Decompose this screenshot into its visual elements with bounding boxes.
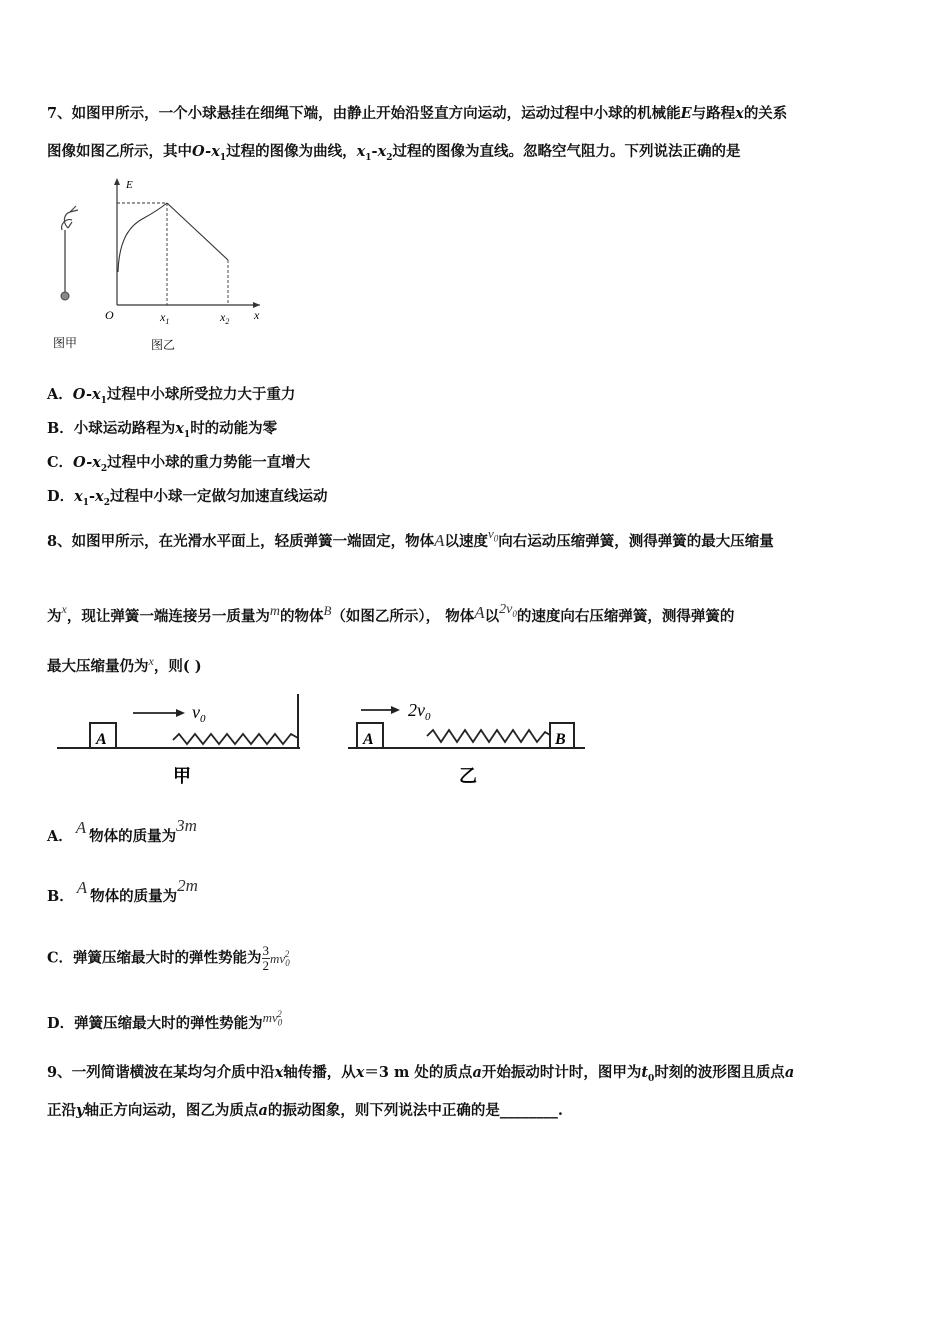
velocity-2v0-label: $2v_0$ [408, 700, 431, 723]
velocity-v0-label: $v_0$ [192, 702, 206, 725]
spring-figure-b [345, 690, 590, 790]
q8-stem-line1: 8、如图甲所示，在光滑水平面上，轻质弹簧一端固定，物体A以速度$v_0$向右运动压缩弹簧，测得弹簧的最大压缩量 [47, 526, 774, 550]
q7-stem-line2: 图像如图乙所示，其中$O-x_1$过程的图像为曲线，$x_1-x_2$过程的图像为直线。忽略空气阻力。下列说法正确的是 [47, 143, 741, 163]
x2-tick-label: $x_2$ [220, 310, 230, 326]
q7-option-c[interactable]: C．$O-x_2$过程中小球的重力势能一直增大 [47, 454, 311, 474]
q9-stem-line1: 9、一列简谐横波在某均匀介质中沿x轴传播，从x＝3 m 处的质点a开始振动时计时，图甲为$t_0$时刻的波形图且质点a [47, 1064, 795, 1084]
spring-figure-a [55, 690, 305, 790]
q8-stem-line2: 为$^x$，现让弹簧一端连接另一质量为m的物体B（如图乙所示）， 物体A以$2v_0$的速度向右压缩弹簧，测得弹簧的 [47, 602, 735, 625]
energy-distance-graph [100, 172, 275, 327]
q8-option-d[interactable]: D．弹簧压缩最大时的弹性势能为$mv_0^2$ [47, 1008, 283, 1032]
figure-b-caption: 图乙 [151, 338, 176, 352]
x1-tick-label: $x_1$ [160, 310, 170, 326]
q7-option-a[interactable]: A．$O-x_1$过程中小球所受拉力大于重力 [47, 386, 296, 406]
axis-e-label: E [126, 179, 133, 191]
q7-stem-line1: 7、如图甲所示，一个小球悬挂在细绳下端，由静止开始沿竖直方向运动，运动过程中小球的机械能E与路程x的关系 [47, 105, 788, 122]
q7-option-d[interactable]: D．$x_1-x_2$过程中小球一定做匀加速直线运动 [47, 488, 328, 508]
q9-stem-line2: 正沿y轴正方向运动，图乙为质点a的振动图象，则下列说法中正确的是________. [47, 1102, 563, 1119]
block-b-label: B [555, 731, 566, 748]
hanging-ball-figure [48, 200, 98, 310]
figure-yi-label: 乙 [459, 766, 477, 787]
block-a-label-b: A [363, 731, 374, 748]
block-a-label: A [96, 731, 107, 748]
figure-a-caption: 图甲 [53, 336, 78, 350]
figure-jia-label: 甲 [173, 766, 191, 787]
origin-label: O [105, 308, 114, 322]
axis-x-label: x [254, 308, 260, 322]
q8-option-a[interactable]: A． A 物体的质量为3m [47, 816, 197, 845]
q8-stem-line3: 最大压缩量仍为$^x$，则( ) [47, 654, 202, 675]
q8-option-b[interactable]: B． A 物体的质量为2m [47, 876, 198, 905]
q8-option-c[interactable]: C．弹簧压缩最大时的弹性势能为 $\frac{3}{2}$ $mv_0^2$ [47, 943, 290, 973]
q7-option-b[interactable]: B．小球运动路程为$x_1$时的动能为零 [47, 420, 278, 440]
